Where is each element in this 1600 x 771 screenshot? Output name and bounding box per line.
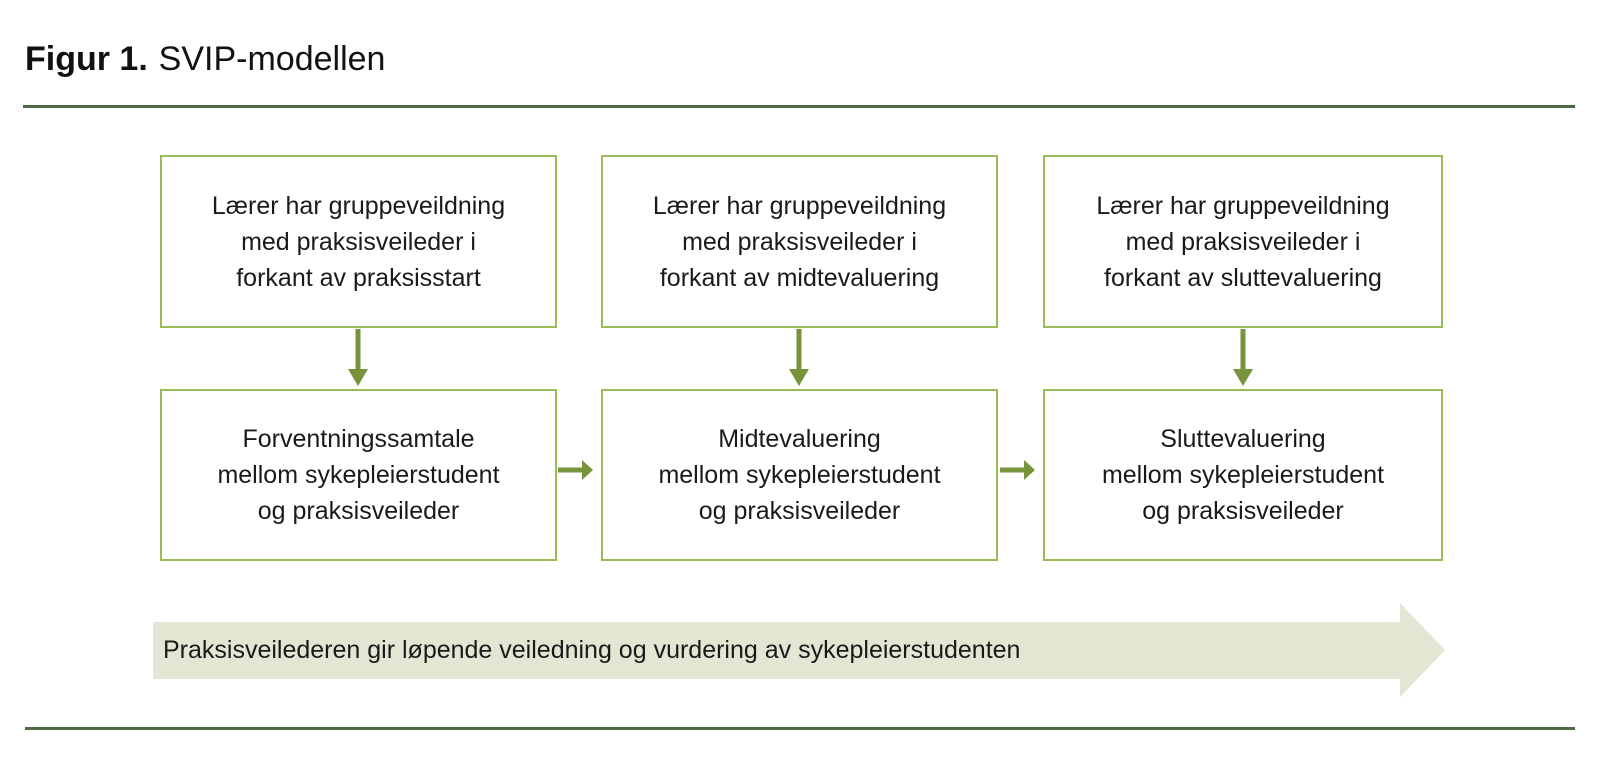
box-text-line: forkant av sluttevaluering	[1104, 263, 1382, 292]
banner-arrow-head-icon	[1400, 603, 1445, 697]
box-forventningssamtale	[160, 389, 557, 561]
box-groupguidance-sluttevaluering	[1043, 155, 1443, 328]
box-text-line: Forventningssamtale	[242, 425, 475, 453]
box-text-line: Sluttevaluering	[1160, 425, 1326, 453]
box-text-line: med praksisveileder i	[1125, 227, 1361, 256]
box-midtevaluering	[601, 389, 998, 561]
figure-title: SVIP-modellen	[158, 40, 386, 78]
down-arrow-icon	[786, 329, 812, 387]
box-groupguidance-midtevaluering	[601, 155, 998, 328]
box-text-line: mellom sykepleierstudent	[658, 461, 941, 489]
box-text-line: med praksisveileder i	[241, 227, 476, 256]
box-text-line: med praksisveileder i	[682, 227, 917, 256]
top-rule	[23, 105, 1575, 108]
down-arrow-icon	[1230, 329, 1256, 387]
box-text-line: Lærer har gruppeveildning	[1096, 191, 1390, 220]
box-text-line: forkant av midtevaluering	[659, 263, 940, 292]
box-text-line: og praksisveileder	[257, 497, 460, 525]
box-groupguidance-praksisstart	[160, 155, 557, 328]
banner-label: Praksisveilederen gir løpende veiledning og vurdering av sykepleierstudenten	[163, 636, 1021, 664]
box-text-line: og praksisveileder	[1142, 497, 1344, 525]
box-text-line: mellom sykepleierstudent	[1101, 461, 1385, 489]
box-sluttevaluering	[1043, 389, 1443, 561]
right-arrow-icon	[1000, 457, 1036, 483]
box-text-line: forkant av praksisstart	[236, 263, 481, 292]
figure-caption	[25, 40, 385, 79]
bottom-rule	[25, 727, 1575, 730]
box-text-line: mellom sykepleierstudent	[217, 461, 500, 489]
down-arrow-icon	[345, 329, 371, 387]
banner-arrow	[153, 622, 1400, 679]
box-text-line: Midtevaluering	[718, 425, 881, 453]
box-text-line: og praksisveileder	[698, 497, 901, 525]
box-text-line: Lærer har gruppeveildning	[211, 191, 506, 220]
box-text-line: Lærer har gruppeveildning	[652, 191, 947, 220]
right-arrow-icon	[558, 457, 594, 483]
figure-label: Figur 1.	[25, 40, 148, 78]
